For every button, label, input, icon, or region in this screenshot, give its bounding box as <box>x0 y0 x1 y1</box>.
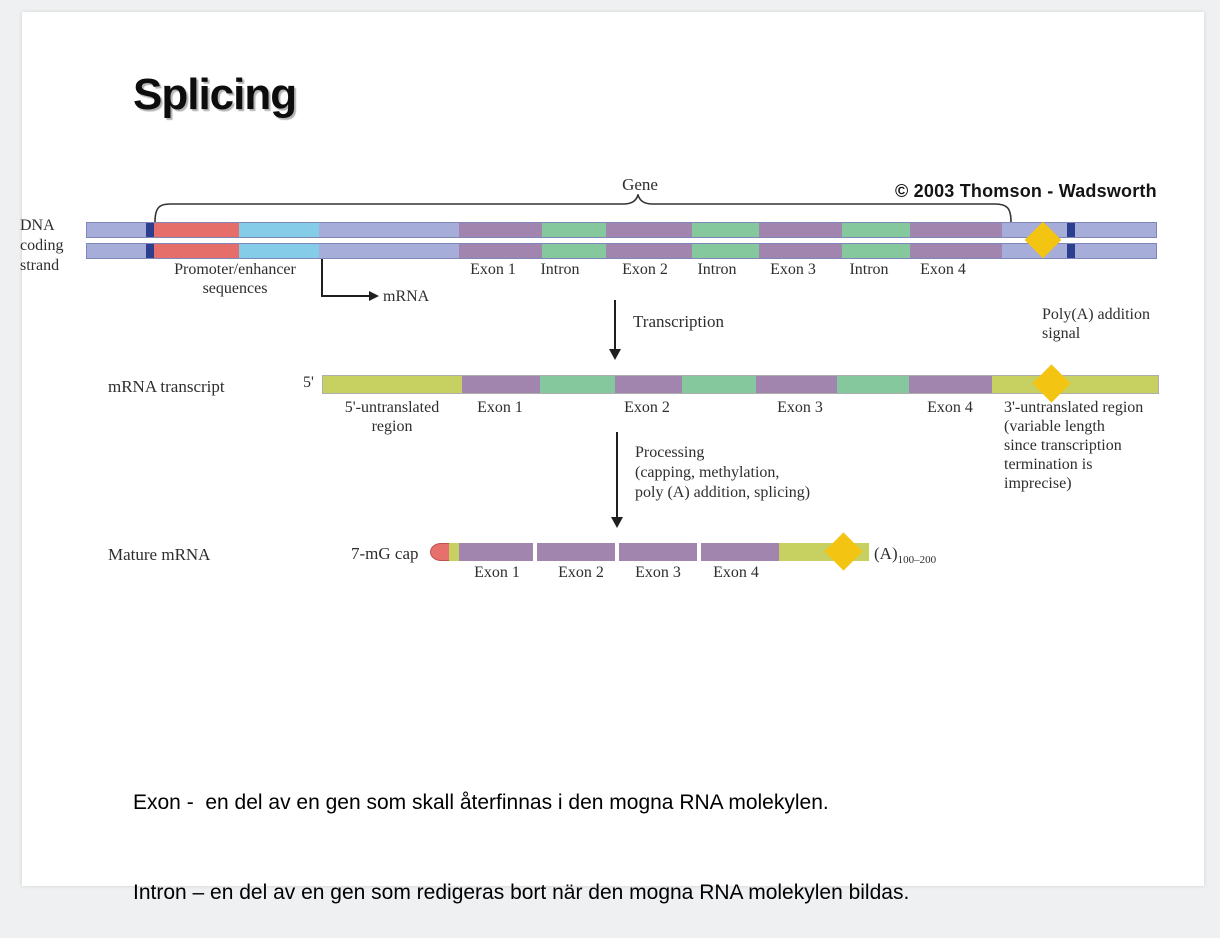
dna-strand-side-label: DNA coding strand <box>20 217 64 274</box>
segment-exon-1 <box>462 376 540 393</box>
figure-label: Exon 3 <box>635 564 681 581</box>
poly-a-tail-label: $(A)_{100-200}$ <box>874 544 937 566</box>
segment-spacer-lavender <box>319 223 459 237</box>
figure-label: Intron <box>849 261 889 278</box>
five-prime-label: 5' <box>303 374 314 391</box>
page-title: Splicing <box>133 70 297 119</box>
segment-intron-2 <box>682 376 756 393</box>
segment-intron-3 <box>837 376 909 393</box>
poly-a-signal-text: Poly(A) addition signal <box>1042 306 1150 342</box>
segment-exon-3 <box>759 244 842 258</box>
segment-utr3 <box>992 376 1159 393</box>
segment-exon-3 <box>619 543 697 561</box>
segment-exon-1 <box>459 244 542 258</box>
figure-label: Exon 2 <box>558 564 604 581</box>
segment-boundary-navy <box>146 244 154 258</box>
figure-label: Exon 4 <box>713 564 759 581</box>
figure-label: Exon 1 <box>477 399 523 416</box>
mrna-transcript-row-label: mRNA transcript <box>108 377 225 396</box>
segment-exon-4 <box>909 376 992 393</box>
segment-exon-2 <box>537 543 615 561</box>
mrna-pointer-line <box>321 259 323 297</box>
transcription-arrowhead-icon <box>609 349 621 360</box>
figure-label: Intron <box>540 261 580 278</box>
segment-intron-1 <box>542 244 606 258</box>
segment-exon-1 <box>459 223 542 237</box>
figure-label: Exon 4 <box>927 399 973 416</box>
segment-exon-4 <box>910 244 1002 258</box>
figure-label: Exon 3 <box>777 399 823 416</box>
processing-arrowhead-icon <box>611 517 623 528</box>
intron-definition: Intron – en del av en gen som redigeras bort när den mogna RNA molekylen bildas. <box>133 881 910 904</box>
segment-spacer-lavender <box>319 244 459 258</box>
processing-text: Processing (capping, methylation, poly (A) addition, splicing) <box>635 444 811 501</box>
segment-promoter-red <box>154 223 239 237</box>
figure-label: sequences <box>202 280 268 297</box>
segment-boundary-navy <box>146 223 154 237</box>
cap-utr-sliver <box>449 543 459 561</box>
segment-upstream-lavender <box>87 244 146 258</box>
figure-label: 5'-untranslated <box>344 399 440 416</box>
figure-label: Exon 1 <box>474 564 520 581</box>
figure-label: Exon 1 <box>470 261 516 278</box>
cap-label: 7-mG cap <box>351 544 419 563</box>
figure-label: Exon 4 <box>920 261 966 278</box>
segment-exon-2 <box>606 223 692 237</box>
segment-enhancer-sky <box>239 223 319 237</box>
mature-mrna-bar <box>459 543 869 561</box>
transcription-arrow <box>614 300 616 350</box>
segment-utr5 <box>323 376 462 393</box>
mrna-pointer-line <box>321 295 369 297</box>
figure-label: Exon 3 <box>770 261 816 278</box>
figure-label: Promoter/enhancer <box>174 261 296 278</box>
figure-label: Exon 2 <box>622 261 668 278</box>
gene-label: Gene <box>622 175 658 194</box>
segment-intron-3 <box>842 223 910 237</box>
segment-enhancer-sky <box>239 244 319 258</box>
definition-notes <box>133 728 909 938</box>
segment-exon-4 <box>701 543 779 561</box>
segment-exon-3 <box>756 376 837 393</box>
segment-exon-3 <box>759 223 842 237</box>
segment-intron-2 <box>692 244 759 258</box>
7mg-cap-icon <box>430 543 451 561</box>
segment-intron-1 <box>542 223 606 237</box>
segment-terminator-navy <box>1067 223 1075 237</box>
utr3-note-text: 3'-untranslated region (variable length since transcription termination is imprecise) <box>1004 399 1144 492</box>
segment-promoter-red <box>154 244 239 258</box>
segment-intron-3 <box>842 244 910 258</box>
copyright-text: © 2003 Thomson - Wadsworth <box>895 181 1157 201</box>
mrna-pointer-label: mRNA <box>383 288 430 305</box>
processing-arrow <box>616 432 618 518</box>
dna-strand-top-bar <box>86 222 1157 238</box>
figure-label: Exon 2 <box>624 399 670 416</box>
segment-end-lavender <box>1075 244 1157 258</box>
dna-strand-bottom-bar <box>86 243 1157 259</box>
segment-terminator-navy <box>1067 244 1075 258</box>
segment-exon-4 <box>910 223 1002 237</box>
segment-exon-1 <box>459 543 533 561</box>
segment-end-lavender <box>1075 223 1157 237</box>
exon-definition: Exon - en del av en gen som skall återfinnas i den mogna RNA molekylen. <box>133 791 829 814</box>
mrna-pointer-arrowhead-icon <box>369 291 379 301</box>
segment-exon-2 <box>615 376 682 393</box>
segment-upstream-lavender <box>87 223 146 237</box>
transcription-label: Transcription <box>633 312 724 331</box>
figure-label: Intron <box>697 261 737 278</box>
figure-label: region <box>371 418 413 435</box>
segment-intron-2 <box>692 223 759 237</box>
segment-exon-2 <box>606 244 692 258</box>
mature-mrna-row-label: Mature mRNA <box>108 545 211 564</box>
segment-intron-1 <box>540 376 615 393</box>
